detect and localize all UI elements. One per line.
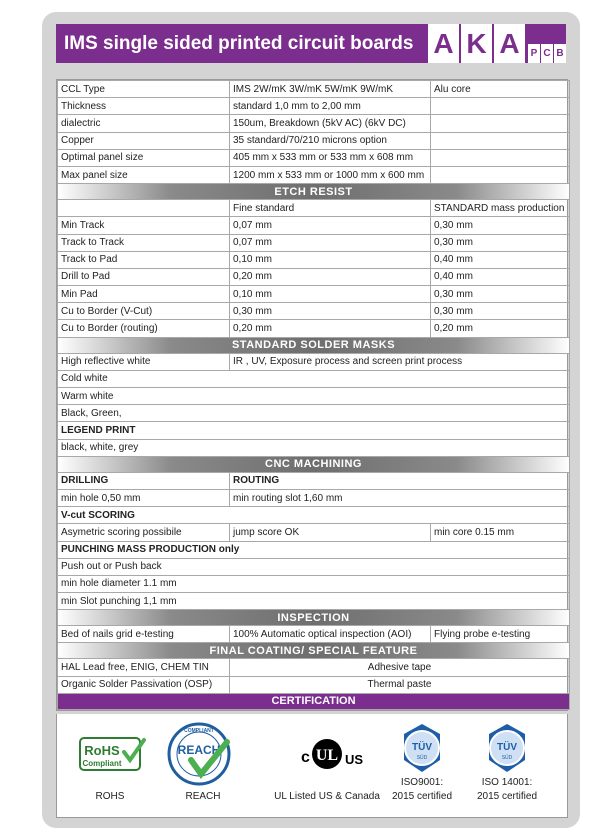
table-row [58,676,570,693]
table-cell: Asymetric scoring possibile [58,524,230,541]
svg-text:UL: UL [315,747,339,764]
table-cell: Drill to Pad [58,268,230,285]
table-cell: jump score OK [230,524,431,541]
table-cell: black, white, grey [58,439,570,456]
tuv-subtext: SÜD [416,755,428,761]
reach-cert [153,714,253,818]
table-cell: 0,07 mm [230,234,431,251]
logo-letter: A [494,24,525,63]
table-row [58,489,570,506]
table-cell: V-cut SCORING [58,507,570,524]
table-cell: Black, Green, [58,405,570,422]
table-cell: 0,40 mm [431,268,570,285]
tuv-subtext: SÜD [501,755,513,761]
table-cell: Flying probe e-testing [431,626,570,643]
iso14001-label-line1: ISO 14001: [481,777,533,788]
table-cell: Thermal paste [230,676,570,693]
table-row [58,132,570,149]
section-title: STANDARD SOLDER MASKS [58,337,570,353]
rohs-logo-subtext: Compliant [82,759,122,768]
table-row [58,388,570,405]
table-row [58,286,570,303]
reach-ring-text: COMPLIANT [184,728,214,734]
table-cell [431,132,570,149]
table-cell: CCL Type [58,81,230,98]
aka-pcb-logo [428,24,566,63]
ul-logo [267,736,387,776]
table-cell: Min Track [58,217,230,234]
table-cell: min core 0.15 mm [431,524,570,541]
certification-header [58,693,570,709]
table-row [58,303,570,320]
section-header [58,610,570,626]
table-cell: Track to Track [58,234,230,251]
table-cell: HAL Lead free, ENIG, CHEM TIN [58,659,230,676]
table-cell: ROUTING [230,472,570,489]
table-cell: 0,10 mm [230,286,431,303]
table-row [58,200,570,217]
rohs-logo-text: RoHS [84,743,120,758]
specs-table [56,79,568,711]
table-cell: 0,30 mm [431,234,570,251]
table-cell: dialectric [58,115,230,132]
section-header [58,337,570,353]
table-row [58,558,570,575]
table-cell: 100% Automatic optical inspection (AOI) [230,626,431,643]
table-row [58,320,570,337]
rohs-cert [60,714,160,818]
reach-logo [153,718,253,788]
table-row [58,575,570,592]
table-cell: Optimal panel size [58,149,230,166]
table-cell: Organic Solder Passivation (OSP) [58,676,230,693]
table-cell: Thickness [58,98,230,115]
table-cell [431,166,570,183]
table-cell: standard 1,0 mm to 2,00 mm [230,98,431,115]
table-cell: 0,30 mm [431,217,570,234]
rohs-logo [60,726,160,786]
section-title: CERTIFICATION [58,693,570,709]
ul-c-text: c [301,749,310,766]
table-cell: Cu to Border (V-Cut) [58,303,230,320]
table-cell: Adhesive tape [230,659,570,676]
table-row [58,149,570,166]
table-cell: Bed of nails grid e-testing [58,626,230,643]
table-row [58,439,570,456]
section-title: FINAL COATING/ SPECIAL FEATURE [58,643,570,659]
table-cell: 0,20 mm [431,320,570,337]
table-row [58,370,570,387]
tuv-text: TÜV [497,742,517,753]
table-row [58,217,570,234]
page-header [56,24,566,63]
table-cell: PUNCHING MASS PRODUCTION only [58,541,570,558]
table-cell: 0,20 mm [230,320,431,337]
tuv-text: TÜV [412,742,432,753]
table-cell: 0,30 mm [230,303,431,320]
table-cell: 1200 mm x 533 mm or 1000 mm x 600 mm [230,166,431,183]
iso14001-label-line2: 2015 certified [476,791,538,802]
table-row [58,405,570,422]
iso14001-cert [457,714,557,818]
tuv-logo [457,720,557,778]
reach-label: REACH [185,791,221,802]
table-row [58,626,570,643]
table-cell: 0,30 mm [431,286,570,303]
table-cell: STANDARD mass production [431,200,570,217]
ul-us-text: US [345,752,364,767]
logo-small-letter: B [554,44,566,63]
table-cell: min Slot punching 1,1 mm [58,593,570,610]
table-cell: 35 standard/70/210 microns option [230,132,431,149]
table-cell: 0,40 mm [431,251,570,268]
table-cell: 405 mm x 533 mm or 533 mm x 608 mm [230,149,431,166]
logo-letter: K [461,24,492,63]
table-cell: Min Pad [58,286,230,303]
table-cell: IMS 2W/mK 3W/mK 5W/mK 9W/mK [230,81,431,98]
table-row [58,422,570,439]
section-header [58,184,570,200]
table-cell: Warm white [58,388,570,405]
table-cell: Copper [58,132,230,149]
table-cell [431,149,570,166]
section-header [58,456,570,472]
table-cell: Push out or Push back [58,558,570,575]
table-row [58,541,570,558]
table-cell: Cold white [58,370,570,387]
table-cell: 0,10 mm [230,251,431,268]
section-header [58,643,570,659]
table-cell: min hole diameter 1.1 mm [58,575,570,592]
table-cell [431,98,570,115]
table-cell: Fine standard [230,200,431,217]
table-cell: High reflective white [58,353,230,370]
section-title: INSPECTION [58,610,570,626]
ul-label: UL Listed US & Canada [274,791,380,802]
table-cell: 0,07 mm [230,217,431,234]
reach-logo-text: REACH [177,743,221,757]
table-row [58,115,570,132]
page-title: IMS single sided printed circuit boards [64,32,414,54]
table-cell: Track to Pad [58,251,230,268]
table-cell: LEGEND PRINT [58,422,570,439]
table-row [58,659,570,676]
table-cell: DRILLING [58,472,230,489]
table-row [58,251,570,268]
table-cell: min routing slot 1,60 mm [230,489,570,506]
table-cell: 0,20 mm [230,268,431,285]
ul-cert [267,714,387,818]
table-row [58,472,570,489]
logo-small-letter: C [541,44,553,63]
table-cell: 150um, Breakdown (5kV AC) (6kV DC) [230,115,431,132]
table-cell: Cu to Border (routing) [58,320,230,337]
section-title: ETCH RESIST [58,184,570,200]
iso9001-label-line1: ISO9001: [400,777,444,788]
table-cell [431,115,570,132]
table-cell: 0,30 mm [431,303,570,320]
logo-letter: A [428,24,459,63]
table-row [58,268,570,285]
table-cell: Alu core [431,81,570,98]
section-title: CNC MACHINING [58,456,570,472]
table-row [58,81,570,98]
table-cell: IR , UV, Exposure process and screen print process [230,353,570,370]
table-row [58,166,570,183]
table-row [58,353,570,370]
certification-panel [56,714,568,818]
table-row [58,98,570,115]
iso9001-label-line2: 2015 certified [391,791,453,802]
table-row [58,234,570,251]
table-cell: min hole 0,50 mm [58,489,230,506]
rohs-label: ROHS [95,791,125,802]
table-cell [58,200,230,217]
logo-small-letter: P [528,44,540,63]
table-row [58,593,570,610]
table-row [58,524,570,541]
table-cell: Max panel size [58,166,230,183]
table-row [58,507,570,524]
